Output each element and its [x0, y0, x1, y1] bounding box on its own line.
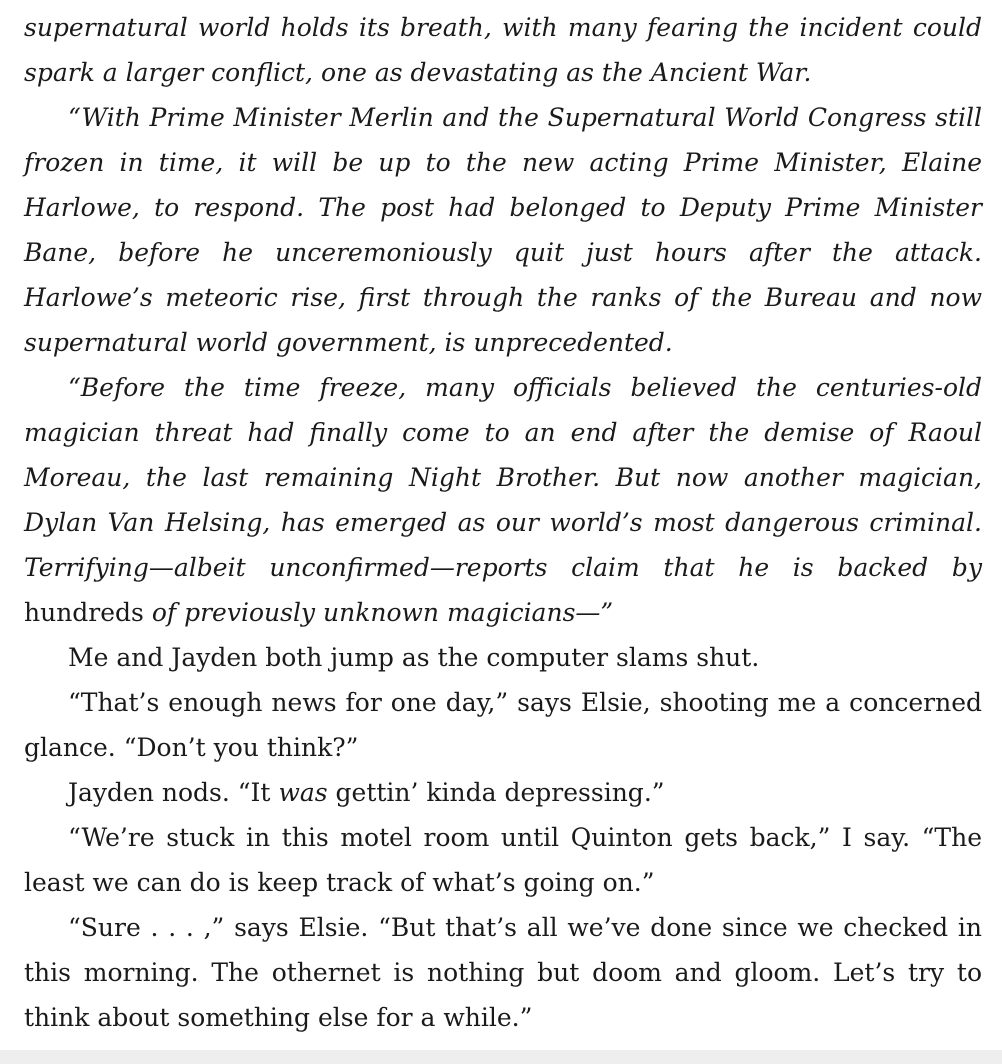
paragraph: “With Prime Minister Merlin and the Supernatural World Congress still frozen in time, it will be up to the new acting Prime Minister, Elaine Harlowe, to respond. The post had belonged to Deputy Prime Minister Bane, before he unceremoniously quit just hours after the attack. Harlowe’s meteoric rise, first through the ranks of the Bureau and now supernatural world government, is unprecedented.	[24, 103, 982, 357]
text-run: “Before the time freeze, many officials believed the centuries-old magician threat had finally come to an end after the demise of Raoul Moreau, the last remaining Night Brother. But now another magician, Dylan Van Helsing, has emerged as our world’s most dangerous criminal. Terrifying—albeit unconfirmed—reports claim that he is backed by	[24, 373, 982, 582]
text-run: Jayden nods. “It	[68, 778, 279, 807]
paragraph: “We’re stuck in this motel room until Quinton gets back,” I say. “The least we can do is keep track of what’s going on.”	[24, 823, 982, 897]
paragraph	[24, 770, 982, 815]
emphasized-word: was	[278, 778, 328, 807]
upright-word: hundreds	[24, 598, 144, 627]
paragraph: “Sure . . . ,” says Elsie. “But that’s all we’ve done since we checked in this morning. The othernet is nothing but doom and gloom. Let’s try to think about something else for a while.”	[24, 913, 982, 1032]
paragraph: Me and Jayden both jump as the computer slams shut.	[68, 643, 760, 672]
paragraph: supernatural world holds its breath, with many fearing the incident could spark a larger conflict, one as devastating as the Ancient War.	[24, 13, 982, 87]
paragraph: “That’s enough news for one day,” says Elsie, shooting me a concerned glance. “Don’t you think?”	[24, 688, 982, 762]
page-bottom-edge	[0, 1050, 1002, 1064]
text-run: of previously unknown magicians—”	[143, 598, 614, 627]
text-run: gettin’ kinda depressing.”	[327, 778, 665, 807]
paragraph	[24, 365, 982, 635]
